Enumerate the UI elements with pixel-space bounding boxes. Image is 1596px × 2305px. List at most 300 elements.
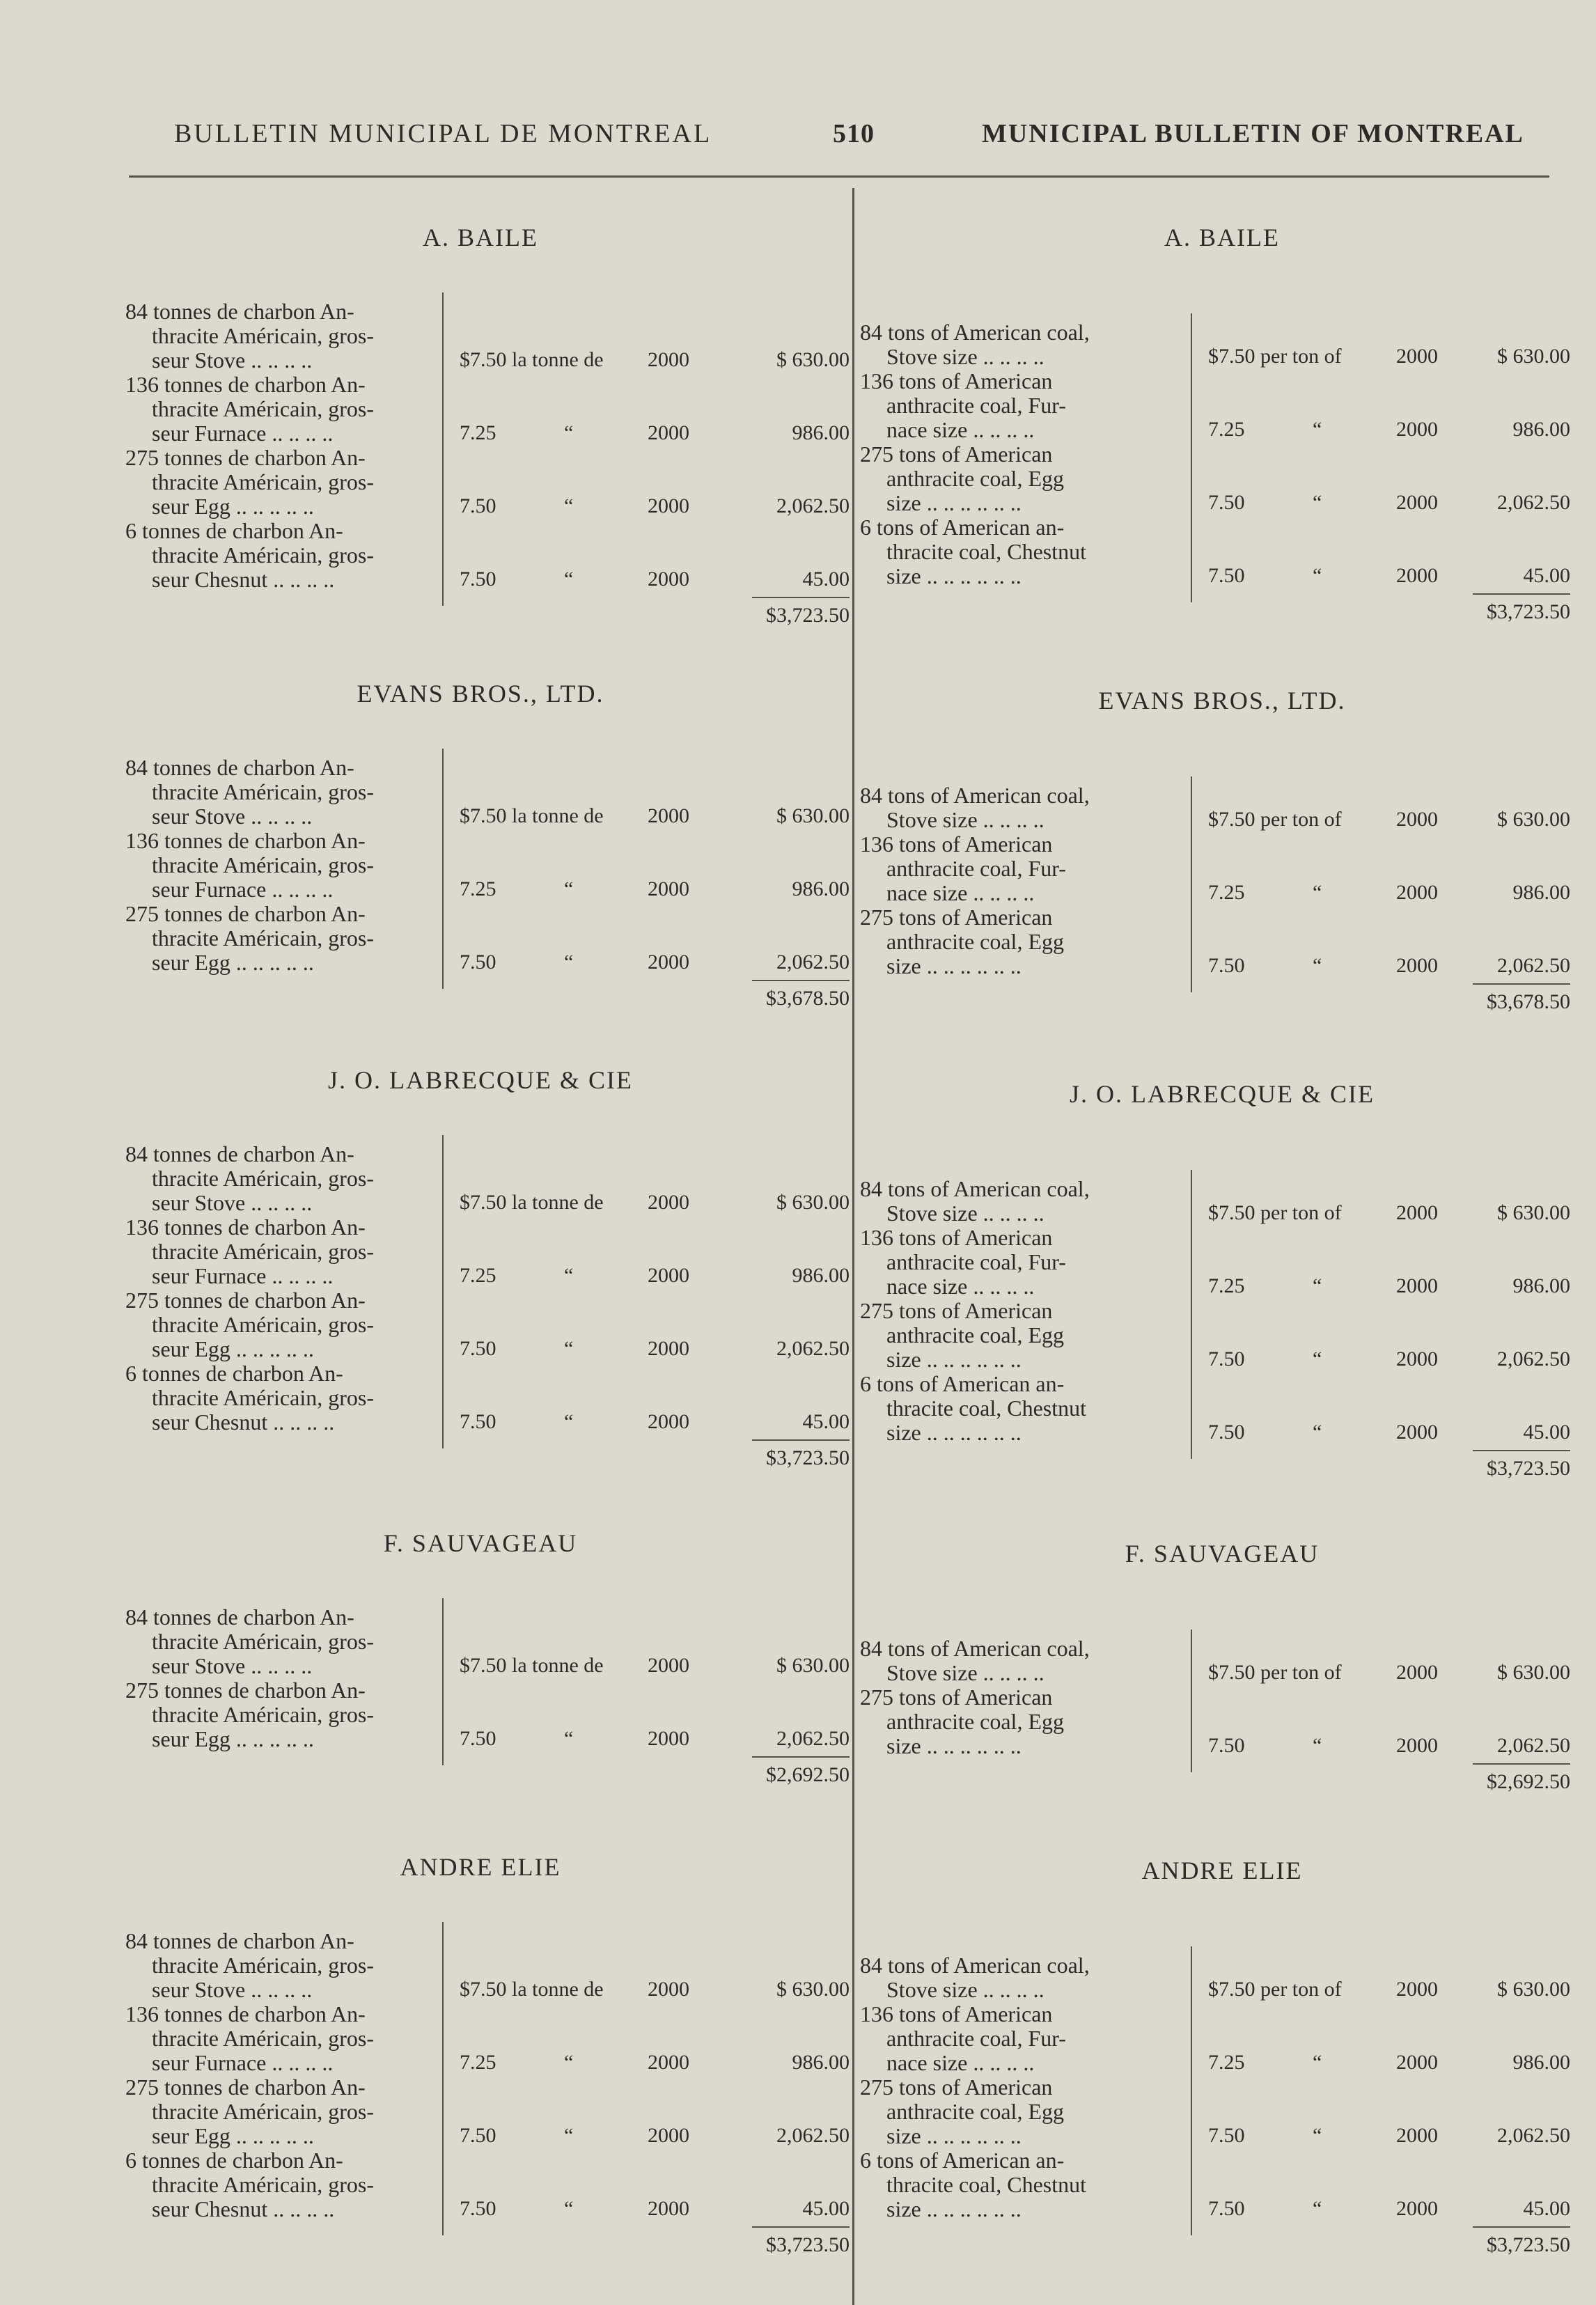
item-description — [125, 1678, 374, 1751]
amount: 986.00 — [1512, 881, 1570, 904]
ton-weight: 2000 — [1396, 418, 1438, 441]
unit-price: 7.50 — [460, 1337, 496, 1360]
item-description — [125, 1361, 374, 1435]
unit-price: 7.50 — [460, 2124, 496, 2147]
amount: $ 630.00 — [1497, 1661, 1570, 1684]
item-line: size .. .. .. .. .. .. — [886, 953, 1022, 978]
item-description — [125, 446, 374, 519]
item-description — [125, 902, 374, 975]
section-title: F. SAUVAGEAU — [1125, 1540, 1320, 1568]
item-line: 84 tons of American coal, — [860, 320, 1090, 345]
item-line: Stove size .. .. .. .. — [886, 1660, 1045, 1685]
unit-price: 7.50 — [1208, 564, 1245, 587]
ton-weight: 2000 — [648, 421, 689, 444]
amount: 2,062.50 — [1497, 954, 1570, 977]
amount: 45.00 — [802, 1410, 850, 1433]
item-line: anthracite coal, Egg — [886, 1322, 1064, 1347]
amount: 986.00 — [1512, 2051, 1570, 2074]
sum-rule — [752, 597, 850, 598]
ton-weight: 2000 — [1396, 881, 1438, 904]
item-line: 275 tonnes de charbon An- — [125, 1288, 366, 1313]
ditto-mark: “ — [564, 2124, 574, 2147]
price-row — [460, 877, 850, 903]
item-description — [125, 1288, 374, 1361]
item-line: thracite Américain, gros- — [152, 1166, 374, 1191]
item-line: seur Chesnut .. .. .. .. — [152, 567, 335, 592]
unit-price: 7.25 — [1208, 418, 1245, 441]
amount: 986.00 — [792, 877, 850, 900]
item-line: anthracite coal, Fur- — [886, 1249, 1066, 1274]
unit-price: 7.50 — [460, 1410, 496, 1433]
ton-weight: 2000 — [648, 1410, 689, 1433]
item-line: thracite Américain, gros- — [152, 2026, 374, 2051]
item-line: 84 tons of American coal, — [860, 1636, 1090, 1661]
unit-price: $7.50 per ton of — [1208, 345, 1342, 368]
item-description — [125, 1215, 374, 1288]
item-description — [860, 832, 1066, 905]
item-line: 84 tons of American coal, — [860, 783, 1090, 808]
amount: 986.00 — [792, 1264, 850, 1287]
price-row — [460, 2124, 850, 2149]
unit-price: 7.25 — [460, 421, 496, 444]
ditto-mark: “ — [564, 1337, 574, 1360]
item-description — [125, 1605, 374, 1678]
item-description — [860, 1953, 1090, 2002]
item-description — [860, 2002, 1066, 2075]
item-description — [125, 829, 374, 902]
price-row — [460, 951, 850, 976]
section-title: EVANS BROS., LTD. — [357, 680, 604, 708]
item-line: 6 tons of American an- — [860, 2148, 1065, 2173]
item-line: nace size .. .. .. .. — [886, 417, 1035, 442]
sum-rule — [1473, 2226, 1570, 2228]
item-line: thracite Américain, gros- — [152, 852, 374, 877]
item-description — [860, 2075, 1064, 2148]
item-line: Stove size .. .. .. .. — [886, 807, 1045, 832]
amount: 45.00 — [802, 2197, 850, 2220]
item-line: size .. .. .. .. .. .. — [886, 1733, 1022, 1758]
ton-weight: 2000 — [648, 2051, 689, 2074]
unit-price: $7.50 per ton of — [1208, 1661, 1342, 1684]
item-line: 136 tons of American — [860, 2001, 1053, 2026]
item-line: thracite Américain, gros- — [152, 323, 374, 348]
price-row — [1208, 1661, 1570, 1686]
item-description — [860, 1636, 1090, 1685]
price-row — [460, 1191, 850, 1216]
ton-weight: 2000 — [648, 2197, 689, 2220]
unit-price: 7.50 — [460, 568, 496, 591]
section-total: $3,678.50 — [1487, 990, 1570, 1013]
item-description — [125, 373, 374, 446]
column-rule — [442, 1598, 444, 1765]
item-description — [860, 320, 1090, 369]
ton-weight: 2000 — [1396, 345, 1438, 368]
ton-weight: 2000 — [1396, 1978, 1438, 2001]
ton-weight: 2000 — [648, 1264, 689, 1287]
item-description — [860, 1685, 1064, 1758]
item-line: size .. .. .. .. .. .. — [886, 490, 1022, 515]
ton-weight: 2000 — [1396, 1421, 1438, 1444]
item-line: 275 tons of American — [860, 1685, 1053, 1710]
unit-price: 7.50 — [1208, 1734, 1245, 1757]
ton-weight: 2000 — [648, 1978, 689, 2001]
ditto-mark: “ — [1313, 1734, 1322, 1757]
price-row — [460, 2051, 850, 2076]
section-title: EVANS BROS., LTD. — [1098, 687, 1346, 714]
ton-weight: 2000 — [1396, 1734, 1438, 1757]
section-title: J. O. LABRECQUE & CIE — [1070, 1080, 1375, 1108]
sum-rule — [752, 2226, 850, 2228]
item-line: thracite Américain, gros- — [152, 396, 374, 421]
ditto-mark: “ — [1313, 564, 1322, 587]
section-total: $3,723.50 — [766, 604, 850, 627]
item-line: 275 tons of American — [860, 905, 1053, 930]
amount: 2,062.50 — [776, 1727, 850, 1750]
item-description — [125, 2002, 374, 2075]
price-row — [460, 568, 850, 593]
item-line: thracite Américain, gros- — [152, 1385, 374, 1410]
amount: $ 630.00 — [776, 1191, 850, 1214]
item-line: thracite Américain, gros- — [152, 1702, 374, 1727]
section-title: A. BAILE — [1164, 224, 1280, 251]
item-line: 136 tonnes de charbon An- — [125, 828, 366, 853]
ditto-mark: “ — [564, 494, 574, 517]
item-description — [125, 1929, 374, 2002]
amount: 2,062.50 — [1497, 491, 1570, 514]
ditto-mark: “ — [1313, 2051, 1322, 2074]
item-description — [860, 369, 1066, 442]
ton-weight: 2000 — [648, 494, 689, 517]
item-line: seur Egg .. .. .. .. .. — [152, 950, 314, 975]
amount: 986.00 — [1512, 1274, 1570, 1297]
unit-price: 7.50 — [460, 2197, 496, 2220]
item-line: seur Furnace .. .. .. .. — [152, 2050, 334, 2075]
item-line: 275 tons of American — [860, 442, 1053, 467]
item-description — [125, 1142, 374, 1215]
amount: 2,062.50 — [776, 1337, 850, 1360]
ditto-mark: “ — [564, 1264, 574, 1287]
item-line: anthracite coal, Egg — [886, 929, 1064, 954]
item-line: 6 tonnes de charbon An- — [125, 518, 343, 543]
column-rule — [1191, 1630, 1192, 1772]
item-line: seur Furnace .. .. .. .. — [152, 421, 334, 446]
item-line: size .. .. .. .. .. .. — [886, 1420, 1022, 1445]
item-description — [860, 783, 1090, 832]
section-title: J. O. LABRECQUE & CIE — [328, 1066, 633, 1094]
price-row — [460, 1337, 850, 1362]
item-description — [125, 519, 374, 592]
unit-price: 7.25 — [1208, 2051, 1245, 2074]
unit-price: 7.50 — [460, 1727, 496, 1750]
item-line: 275 tons of American — [860, 1298, 1053, 1323]
item-line: anthracite coal, Fur- — [886, 2026, 1066, 2051]
unit-price: 7.50 — [1208, 2197, 1245, 2220]
unit-price: $7.50 la tonne de — [460, 1978, 604, 2001]
section-total: $2,692.50 — [1487, 1770, 1570, 1793]
price-row — [460, 1410, 850, 1435]
price-row — [1208, 808, 1570, 833]
amount: 2,062.50 — [1497, 1347, 1570, 1370]
unit-price: 7.25 — [1208, 881, 1245, 904]
ditto-mark: “ — [1313, 1347, 1322, 1370]
section-total: $3,723.50 — [1487, 600, 1570, 623]
item-line: thracite coal, Chestnut — [886, 1396, 1087, 1421]
item-line: 6 tons of American an- — [860, 515, 1065, 540]
item-line: 84 tons of American coal, — [860, 1176, 1090, 1201]
item-line: 84 tonnes de charbon An- — [125, 1604, 354, 1630]
price-row — [1208, 2124, 1570, 2149]
ton-weight: 2000 — [1396, 2124, 1438, 2147]
ton-weight: 2000 — [1396, 954, 1438, 977]
item-line: 136 tonnes de charbon An- — [125, 372, 366, 397]
amount: 2,062.50 — [1497, 1734, 1570, 1757]
section-total: $3,723.50 — [1487, 2233, 1570, 2256]
unit-price: $7.50 la tonne de — [460, 1654, 604, 1677]
price-row — [1208, 418, 1570, 443]
price-row — [460, 421, 850, 446]
item-line: seur Stove .. .. .. .. — [152, 1190, 313, 1215]
item-line: thracite Américain, gros- — [152, 469, 374, 494]
column-rule — [1191, 1946, 1192, 2235]
item-description — [125, 2148, 374, 2221]
item-line: anthracite coal, Egg — [886, 2099, 1064, 2124]
ditto-mark: “ — [564, 2197, 574, 2220]
item-line: thracite coal, Chestnut — [886, 539, 1087, 564]
ton-weight: 2000 — [1396, 1347, 1438, 1370]
price-row — [1208, 2051, 1570, 2076]
price-row — [460, 1727, 850, 1752]
item-description — [860, 442, 1064, 515]
amount: 45.00 — [1523, 2197, 1570, 2220]
unit-price: 7.25 — [1208, 1274, 1245, 1297]
item-line: Stove size .. .. .. .. — [886, 1201, 1045, 1226]
item-line: seur Chesnut .. .. .. .. — [152, 2196, 335, 2221]
item-line: seur Egg .. .. .. .. .. — [152, 1336, 314, 1361]
sum-rule — [1473, 1450, 1570, 1451]
item-line: size .. .. .. .. .. .. — [886, 2123, 1022, 2148]
ditto-mark: “ — [1313, 2197, 1322, 2220]
price-row — [460, 804, 850, 829]
column-rule — [442, 1922, 444, 2235]
ditto-mark: “ — [1313, 1421, 1322, 1444]
header-left: BULLETIN MUNICIPAL DE MONTREAL — [174, 119, 712, 148]
sum-rule — [1473, 593, 1570, 595]
amount: 2,062.50 — [776, 2124, 850, 2147]
item-line: 275 tonnes de charbon An- — [125, 445, 366, 470]
ton-weight: 2000 — [1396, 491, 1438, 514]
ditto-mark: “ — [1313, 2124, 1322, 2147]
ditto-mark: “ — [564, 951, 574, 974]
item-line: seur Furnace .. .. .. .. — [152, 1263, 334, 1288]
section-total: $3,723.50 — [766, 1446, 850, 1469]
sum-rule — [752, 1756, 850, 1758]
price-row — [460, 1264, 850, 1289]
item-line: thracite Américain, gros- — [152, 2172, 374, 2197]
item-line: thracite Américain, gros- — [152, 2099, 374, 2124]
price-row — [1208, 345, 1570, 370]
sum-rule — [1473, 1763, 1570, 1765]
item-line: seur Furnace .. .. .. .. — [152, 877, 334, 902]
item-line: 136 tonnes de charbon An- — [125, 1214, 366, 1240]
price-row — [460, 494, 850, 519]
item-line: size .. .. .. .. .. .. — [886, 1347, 1022, 1372]
price-row — [1208, 1347, 1570, 1373]
column-rule — [442, 749, 444, 989]
sum-rule — [1473, 983, 1570, 985]
amount: $ 630.00 — [1497, 1978, 1570, 2001]
item-line: 6 tonnes de charbon An- — [125, 2148, 343, 2173]
unit-price: 7.50 — [1208, 2124, 1245, 2147]
ditto-mark: “ — [564, 2051, 574, 2074]
item-description — [125, 2075, 374, 2148]
section-total: $3,723.50 — [1487, 1457, 1570, 1480]
item-line: seur Stove .. .. .. .. — [152, 1653, 313, 1678]
amount: 45.00 — [1523, 1421, 1570, 1444]
amount: $ 630.00 — [776, 1654, 850, 1677]
amount: 2,062.50 — [1497, 2124, 1570, 2147]
item-line: seur Stove .. .. .. .. — [152, 1977, 313, 2002]
item-description — [860, 515, 1086, 588]
price-row — [1208, 881, 1570, 906]
item-line: seur Egg .. .. .. .. .. — [152, 2123, 314, 2148]
item-line: nace size .. .. .. .. — [886, 1274, 1035, 1299]
ton-weight: 2000 — [648, 877, 689, 900]
ditto-mark: “ — [1313, 1274, 1322, 1297]
ton-weight: 2000 — [648, 348, 689, 371]
price-row — [1208, 1201, 1570, 1226]
ditto-mark: “ — [564, 877, 574, 900]
section-title: ANDRE ELIE — [400, 1853, 561, 1881]
header-rule — [129, 175, 1549, 178]
item-description — [125, 756, 374, 829]
item-line: 84 tonnes de charbon An- — [125, 1928, 354, 1953]
unit-price: 7.25 — [460, 877, 496, 900]
ton-weight: 2000 — [1396, 2197, 1438, 2220]
unit-price: 7.50 — [1208, 1347, 1245, 1370]
price-row — [460, 1978, 850, 2003]
item-line: thracite Américain, gros- — [152, 1312, 374, 1337]
item-description — [860, 1177, 1090, 1226]
amount: $ 630.00 — [1497, 808, 1570, 831]
item-line: anthracite coal, Egg — [886, 1709, 1064, 1734]
item-line: thracite Américain, gros- — [152, 542, 374, 568]
item-line: seur Stove .. .. .. .. — [152, 347, 313, 373]
ton-weight: 2000 — [648, 1654, 689, 1677]
column-rule — [442, 1135, 444, 1448]
unit-price: $7.50 per ton of — [1208, 808, 1342, 831]
item-line: seur Chesnut .. .. .. .. — [152, 1409, 335, 1435]
section-title: F. SAUVAGEAU — [383, 1529, 578, 1557]
amount: 2,062.50 — [776, 494, 850, 517]
item-line: 136 tons of American — [860, 1225, 1053, 1250]
price-row — [460, 1654, 850, 1679]
ton-weight: 2000 — [1396, 1274, 1438, 1297]
ton-weight: 2000 — [648, 1727, 689, 1750]
item-description — [860, 905, 1064, 978]
unit-price: 7.50 — [1208, 491, 1245, 514]
unit-price: 7.25 — [460, 2051, 496, 2074]
amount: 2,062.50 — [776, 951, 850, 974]
item-line: thracite Américain, gros- — [152, 1953, 374, 1978]
price-row — [460, 2197, 850, 2222]
price-row — [460, 348, 850, 373]
column-rule — [1191, 1170, 1192, 1459]
sum-rule — [752, 1439, 850, 1441]
item-line: 6 tons of American an- — [860, 1371, 1065, 1396]
item-description — [125, 299, 374, 373]
unit-price: $7.50 la tonne de — [460, 804, 604, 827]
item-line: seur Egg .. .. .. .. .. — [152, 494, 314, 519]
unit-price: $7.50 per ton of — [1208, 1201, 1342, 1224]
column-rule — [1191, 313, 1192, 602]
price-row — [1208, 491, 1570, 516]
ditto-mark: “ — [1313, 954, 1322, 977]
item-line: seur Egg .. .. .. .. .. — [152, 1726, 314, 1751]
item-line: anthracite coal, Fur- — [886, 856, 1066, 881]
unit-price: 7.25 — [460, 1264, 496, 1287]
unit-price: $7.50 la tonne de — [460, 1191, 604, 1214]
item-line: thracite coal, Chestnut — [886, 2172, 1087, 2197]
item-description — [860, 1372, 1086, 1445]
section-total: $3,723.50 — [766, 2233, 850, 2256]
section-total: $3,678.50 — [766, 987, 850, 1010]
column-rule — [442, 292, 444, 606]
price-row — [1208, 1978, 1570, 2003]
ditto-mark: “ — [1313, 418, 1322, 441]
ditto-mark: “ — [564, 568, 574, 591]
item-line: size .. .. .. .. .. .. — [886, 2196, 1022, 2221]
ton-weight: 2000 — [1396, 808, 1438, 831]
ton-weight: 2000 — [1396, 1661, 1438, 1684]
amount: $ 630.00 — [1497, 1201, 1570, 1224]
ton-weight: 2000 — [648, 2124, 689, 2147]
item-line: 136 tons of American — [860, 368, 1053, 393]
item-line: nace size .. .. .. .. — [886, 2050, 1035, 2075]
item-line: anthracite coal, Egg — [886, 466, 1064, 491]
price-row — [1208, 1274, 1570, 1299]
item-line: Stove size .. .. .. .. — [886, 344, 1045, 369]
header-right: MUNICIPAL BULLETIN OF MONTREAL — [982, 119, 1524, 148]
ton-weight: 2000 — [648, 804, 689, 827]
column-divider — [852, 188, 854, 2305]
ditto-mark: “ — [1313, 491, 1322, 514]
ton-weight: 2000 — [1396, 2051, 1438, 2074]
page-number: 510 — [833, 119, 875, 148]
amount: 986.00 — [792, 421, 850, 444]
price-row — [1208, 1734, 1570, 1759]
unit-price: $7.50 la tonne de — [460, 348, 604, 371]
item-line: nace size .. .. .. .. — [886, 880, 1035, 905]
item-line: 84 tonnes de charbon An- — [125, 755, 354, 780]
ton-weight: 2000 — [648, 1191, 689, 1214]
ton-weight: 2000 — [1396, 564, 1438, 587]
amount: 986.00 — [1512, 418, 1570, 441]
ditto-mark: “ — [564, 1727, 574, 1750]
item-line: 275 tonnes de charbon An- — [125, 2074, 366, 2100]
item-line: 84 tons of American coal, — [860, 1953, 1090, 1978]
item-line: thracite Américain, gros- — [152, 1629, 374, 1654]
unit-price: 7.50 — [1208, 1421, 1245, 1444]
price-row — [1208, 1421, 1570, 1446]
unit-price: $7.50 per ton of — [1208, 1978, 1342, 2001]
amount: $ 630.00 — [776, 348, 850, 371]
item-line: anthracite coal, Fur- — [886, 393, 1066, 418]
section-title: ANDRE ELIE — [1141, 1857, 1303, 1884]
item-description — [860, 2148, 1086, 2221]
ton-weight: 2000 — [648, 951, 689, 974]
item-line: 136 tons of American — [860, 831, 1053, 857]
column-rule — [1191, 776, 1192, 992]
